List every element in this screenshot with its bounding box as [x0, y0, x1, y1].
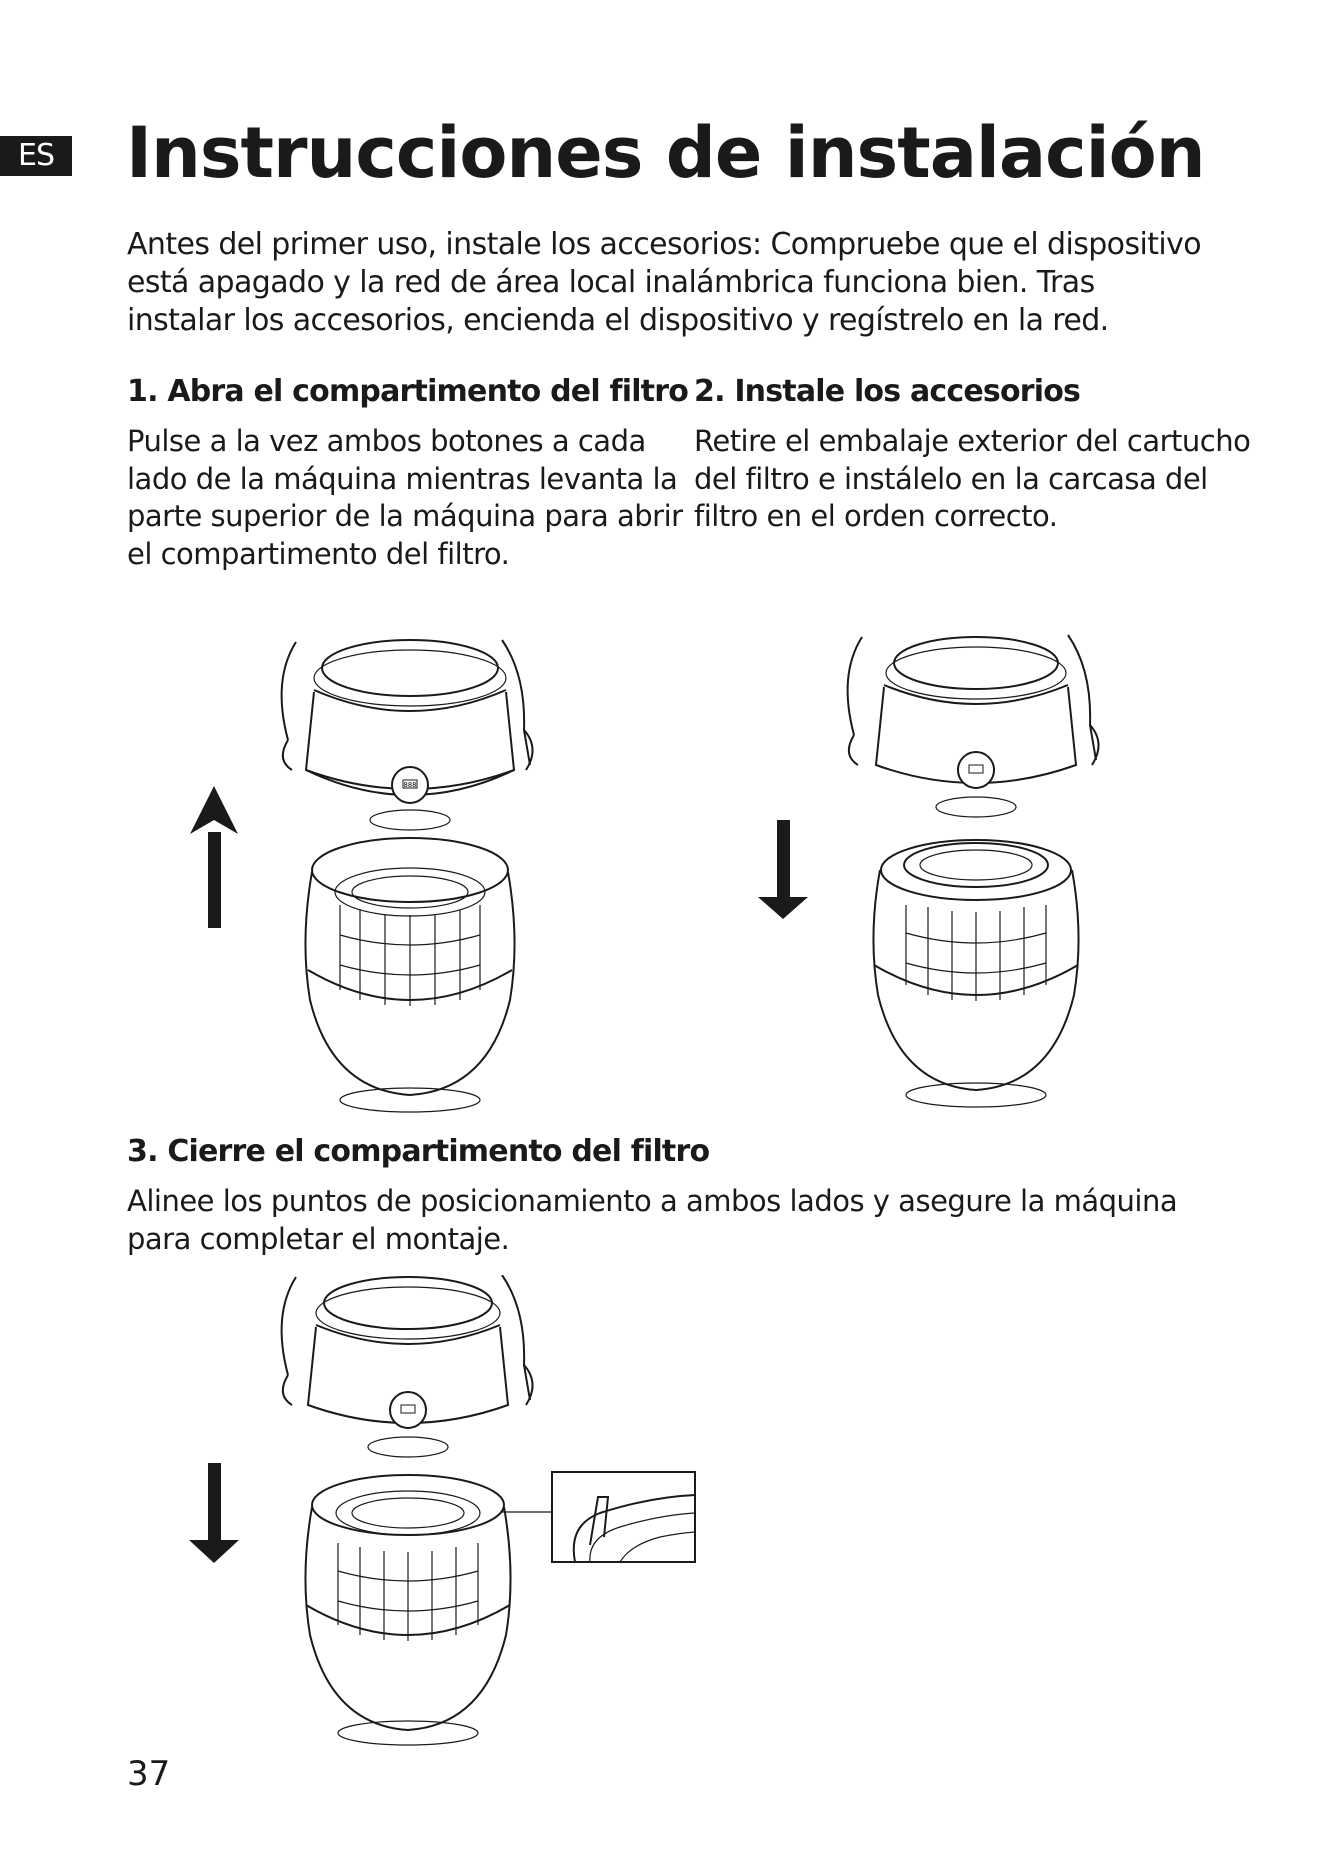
- purifier-base-with-filter: [873, 840, 1078, 1107]
- step-1-text: Pulse a la vez ambos botones a cada lado de la máquina mientras levanta la parte superior de la máquina para abrir el compartimento del filtro.: [127, 424, 683, 571]
- alignment-detail-inset: [502, 1472, 695, 1562]
- step-2-illustration: [750, 615, 1130, 1115]
- purifier-base-unit: [305, 838, 514, 1112]
- purifier-top-unit: [282, 1275, 533, 1457]
- step-1-title: 1. Abra el compartimento del filtro: [127, 374, 689, 409]
- step-2-title: 2. Instale los accesorios: [694, 374, 1081, 409]
- purifier-top-unit: [282, 640, 533, 830]
- step-3-title: 3. Cierre el compartimento del filtro: [127, 1134, 710, 1169]
- purifier-top-unit: [848, 635, 1099, 817]
- arrow-up-icon: [190, 786, 238, 928]
- intro-paragraph: Antes del primer uso, instale los accesorios: Compruebe que el dispositivo está apagado y la red de área local inalámbrica funciona bien. Tras instalar los accesorios, encienda el dispositivo y regístrelo en la red.: [127, 227, 1202, 338]
- step-2-text: Retire el embalaje exterior del cartucho del filtro e instálelo en la carcasa del filtro en el orden correcto.: [694, 424, 1251, 533]
- page-title: Instrucciones de instalación: [126, 112, 1205, 194]
- display-readout: 888: [403, 781, 417, 789]
- step-3-illustration: [180, 1275, 720, 1775]
- arrow-down-icon: [758, 820, 808, 919]
- page-number: 37: [127, 1754, 171, 1794]
- step-3-text: Alinee los puntos de posicionamiento a ambos lados y asegure la máquina para completar el montaje.: [127, 1184, 1178, 1256]
- arrow-down-icon: [189, 1463, 239, 1563]
- step-1-illustration: [180, 620, 560, 1120]
- purifier-base-with-filter: [305, 1475, 510, 1745]
- language-tab: ES: [0, 136, 72, 176]
